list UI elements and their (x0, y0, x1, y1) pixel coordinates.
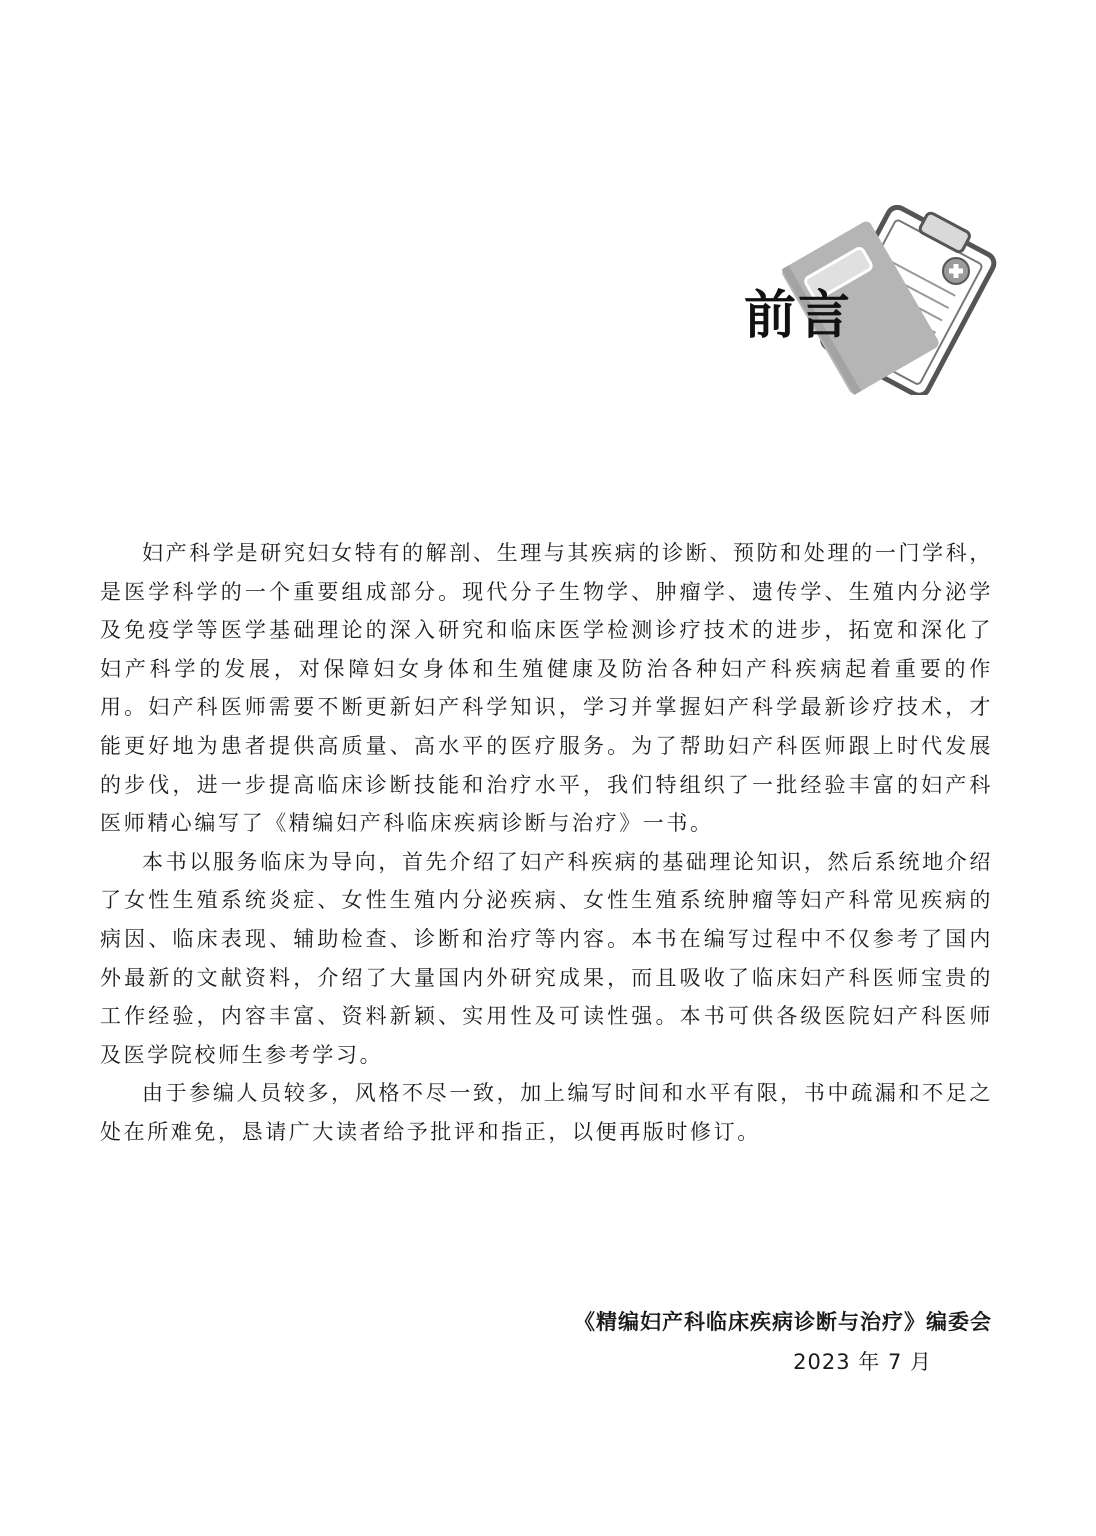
editorial-committee: 《精编妇产科临床疾病诊断与治疗》编委会 (574, 1310, 992, 1334)
signature-block (574, 1302, 992, 1382)
paragraph-3: 由于参编人员较多，风格不尽一致，加上编写时间和水平有限，书中疏漏和不足之处在所难免，恳请广大读者给予批评和指正，以便再版时修订。 (100, 1081, 993, 1144)
paragraph-2: 本书以服务临床为导向，首先介绍了妇产科疾病的基础理论知识，然后系统地介绍了女性生殖系统炎症、女性生殖内分泌疾病、女性生殖系统肿瘤等妇产科常见疾病的病因、临床表现、辅助检查、诊断和治疗等内容。本书在编写过程中不仅参考了国内外最新的文献资料，介绍了大量国内外研究成果，而且吸收了临床妇产科医师宝贵的工作经验，内容丰富、资料新颖、实用性及可读性强。本书可供各级医院妇产科医师及医学院校师生参考学习。 (100, 849, 993, 1067)
publication-date: 2023 年 7 月 (793, 1350, 932, 1374)
plus-badge-icon (943, 258, 969, 284)
preface-body (100, 534, 993, 1152)
page-title: 前言 (744, 286, 853, 346)
paragraph-1: 妇产科学是研究妇女特有的解剖、生理与其疾病的诊断、预防和处理的一门学科，是医学科学的一个重要组成部分。现代分子生物学、肿瘤学、遗传学、生殖内分泌学及免疫学等医学基础理论的深入研究和临床医学检测诊疗技术的进步，拓宽和深化了妇产科学的发展，对保障妇女身体和生殖健康及防治各种妇产科疾病起着重要的作用。妇产科医师需要不断更新妇产科学知识，学习并掌握妇产科学最新诊疗技术，才能更好地为患者提供高质量、高水平的医疗服务。为了帮助妇产科医师跟上时代发展的步伐，进一步提高临床诊断技能和治疗水平，我们特组织了一批经验丰富的妇产科医师精心编写了《精编妇产科临床疾病诊断与治疗》一书。 (100, 541, 993, 836)
